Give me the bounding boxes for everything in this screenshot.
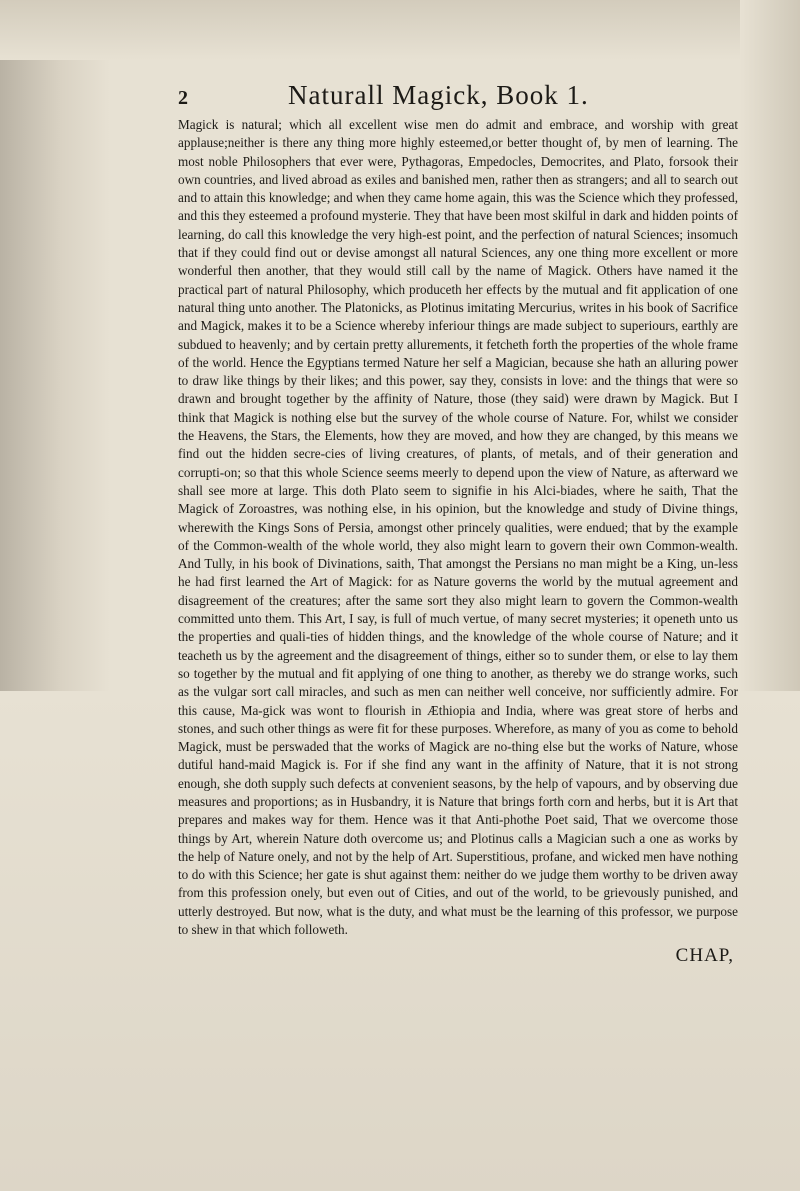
body-text: Magick is natural; which all excellent wise men do admit and embrace, and worship with great applause;neither is there any thing more highly esteemed,or better thought of, by men of learning. The most noble Philosophers that ever were, Pythagoras, Empedocles, Democrites, and Plato, forsook their own countries, and lived abroad as exiles and banished men, rather then as strangers; and all to search out and to attain this knowledge; and when they came home again, this was the Science which they professed, and this they esteemed a profound mysterie. They that have been most skilful in dark and hidden points of learning, do call this knowledge the very high-est point, and the perfection of natural Sciences; insomuch that if they could find out or devise amongst all natural Sciences, any one thing more excellent or more wonderful then another, that they would still call by the name of Magick. Others have named it the practical part of natural Philosophy, which produceth her effects by the mutual and fit application of one natural thing unto another. The Platonicks, as Plotinus imitating Mercurius, writes in his book of Sacrifice and Magick, makes it to be a Science whereby inferiour things are made subject to superiours, earthly are subdued to heavenly; and by certain pretty allurements, it fetcheth forth the properties of the whole frame of the world. Hence the Egyptians termed Nature her self a Magician, because she hath an alluring power to draw like things by their likes; and this power, say they, consists in love: and the things that were so drawn and brought together by the affinity of Nature, those (they said) were drawn by Magick. But I think that Magick is nothing else but the survey of the whole course of Nature. For, whilst we consider the Heavens, the Stars, the Elements, how they are moved, and how they are changed, by this means we find out the hidden secre-cies of living creatures, of plants, of metals, and of their generation and corrupti-on; so that this whole Science seems meerly to depend upon the view of Nature, as afterward we shall see more at large. This doth Plato seem to signifie in his Alci-biades, where he saith, That the Magick of Zoroastres, was nothing else, in his opinion, but the knowledge and study of Divine things, wherewith the Kings Sons of Persia, amongst other princely qualities, were endued; that by the example of the Common-wealth of the whole world, they also might learn to govern their own Common-wealth. And Tully, in his book of Divinations, saith, That amongst the Persians no man might be a King, un-less he had first learned the Art of Magick: for as Nature governs the world by the mutual agreement and disagreement of the creatures; after the same sort they also might learn to govern the Common-wealth committed unto them. This Art, I say, is full of much vertue, of many secret mysteries; it openeth unto us the properties and quali-ties of hidden things, and the knowledge of the whole course of Nature; and it teacheth us by the agreement and the disagreement of things, either so to sunder them, or else to lay them so together by the mutual and fit applying of one thing to another, as thereby we do strange works, such as the vulgar sort call miracles, and such as men can neither well conceive, nor sufficiently admire. For this cause, Ma-gick was wont to flourish in Æthiopia and India, where was great store of herbs and stones, and such other things as were fit for these purposes. Wherefore, as many of you as come to behold Magick, must be perswaded that the works of Magick are no-thing else but the works of Nature, whose dutiful hand-maid Magick is. For if she find any want in the affinity of Nature, that it is not strong enough, she doth supply such defects at convenient seasons, by the help of vapours, and by observing due measures and proportions; as in Husbandry, it is Nature that brings forth corn and herbs, but it is Art that prepares and makes way for them. Hence was it that Anti-phothe Poet said, That we overcome those things by Art, wherein Nature doth overcome us; and Plotinus calls a Magician such a one as works by the help of Nature onely, and not by the help of Art. Superstitious, profane, and wicked men have nothing to do with this Science; her gate is shut against them: neither do we judge them worthy to be driven away from this profession onely, but even out of Cities, and out of the world, to be grievously punished, and utterly destroyed. But now, what is the duty, and what must be the learning of this professor, we purpose to shew in that which followeth. [178, 117, 738, 938]
catchword: CHAP, [675, 945, 734, 967]
running-head [178, 80, 738, 114]
page-top-edge [0, 0, 800, 60]
running-title: Naturall Magick, Book 1. [288, 80, 589, 110]
page-number: 2 [178, 87, 188, 109]
book-page [178, 80, 738, 967]
